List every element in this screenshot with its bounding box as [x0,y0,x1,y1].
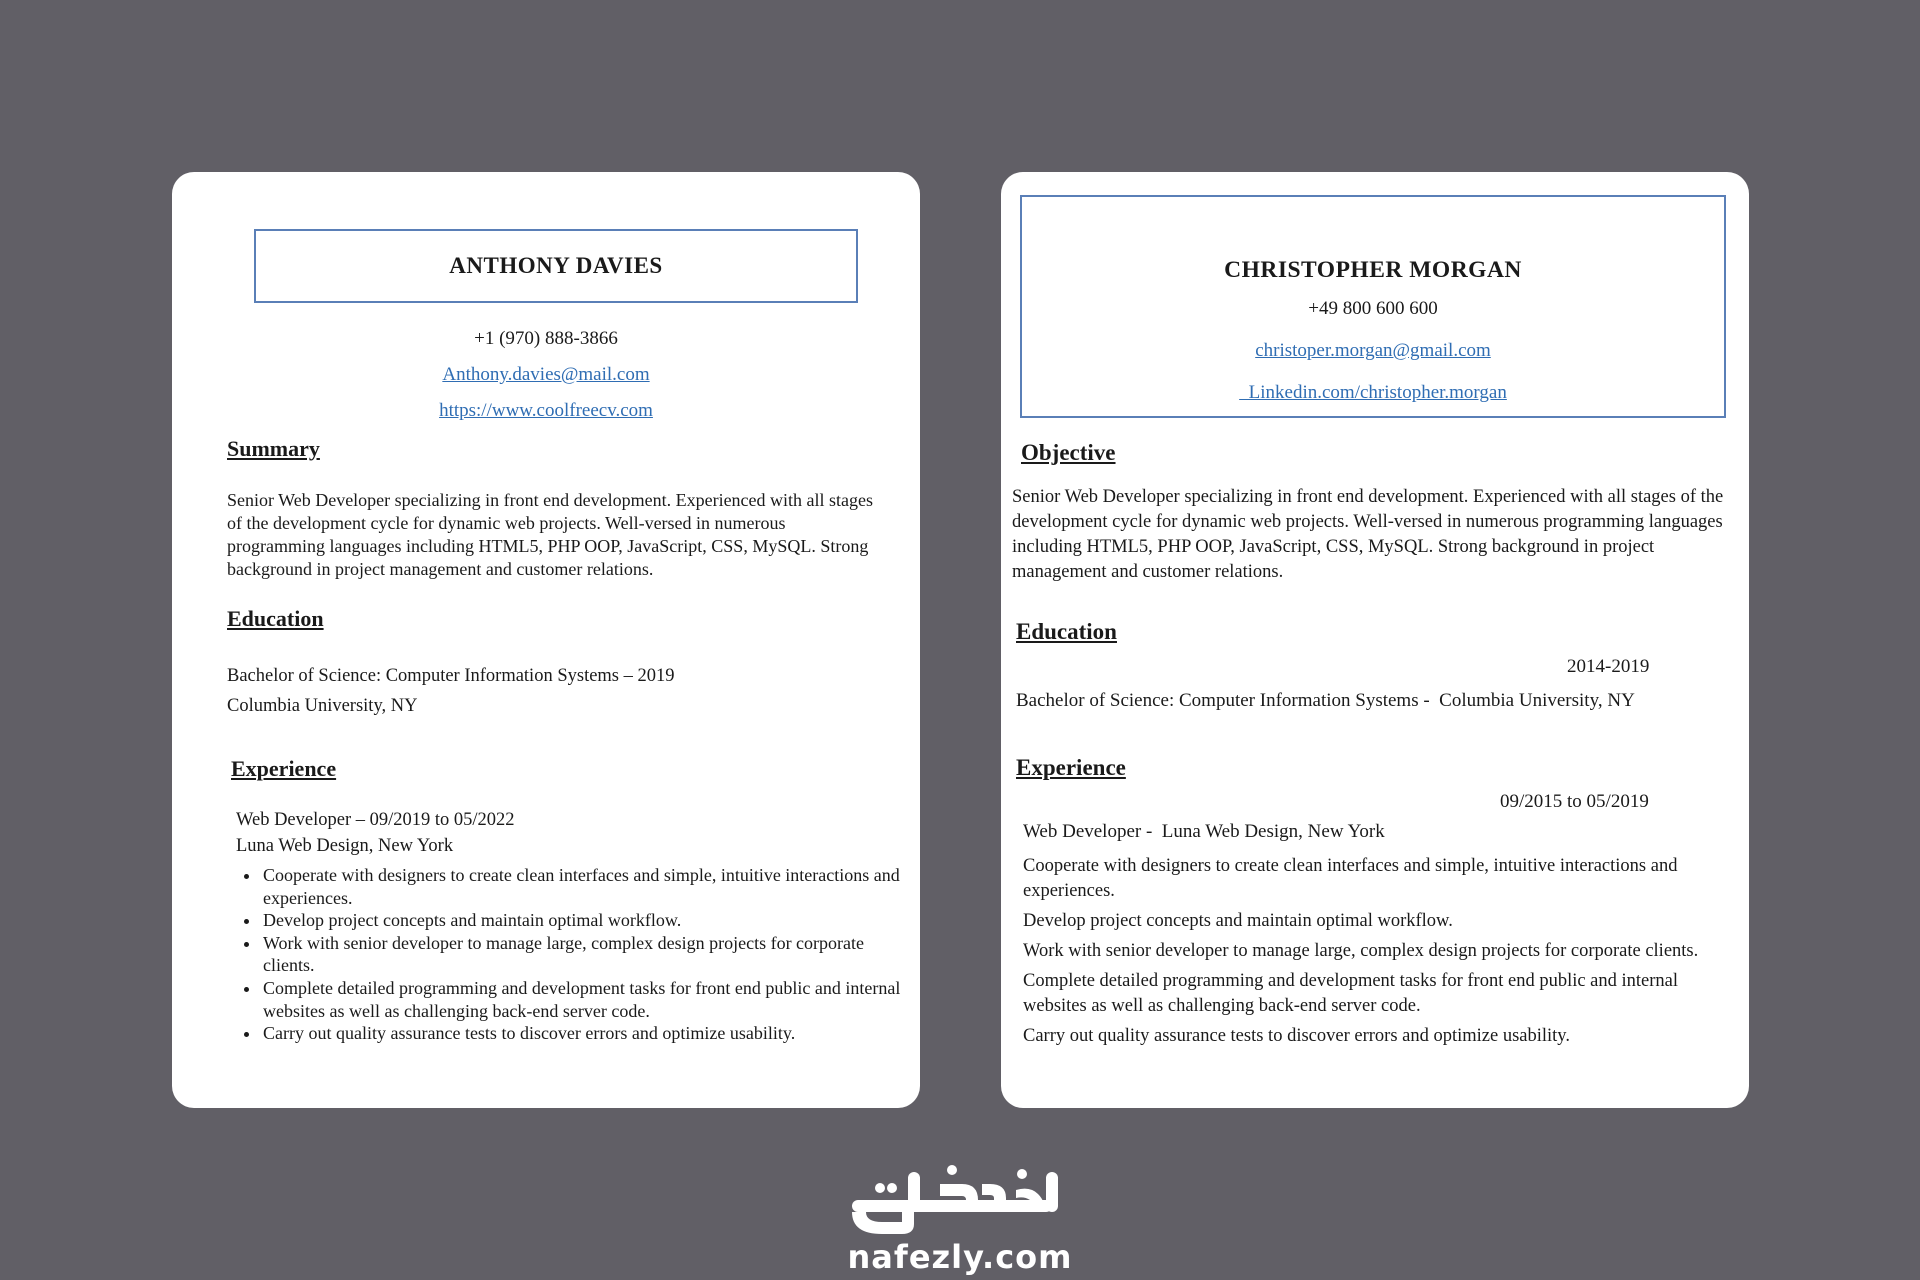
nafezly-logo [840,1160,1080,1275]
resume-card-christopher-morgan [1001,172,1749,1108]
phone-number: +49 800 600 600 [1308,298,1438,319]
list-item: Complete detailed programming and development tasks for front end public and internal websites as well as challenging back-end server code. [1023,971,1679,1016]
summary-heading: Summary [227,436,320,461]
brand-domain: nafezly.com [847,1238,1073,1276]
list-item: • Develop project concepts and maintain optimal workflow. [261,909,901,932]
phone-number: +1 (970) 888-3866 [474,328,618,349]
nafezly-arabic-logo-icon [840,1160,1080,1240]
experience-heading: Experience [1016,755,1126,780]
website-link[interactable]: https://www.coolfreecv.com [439,400,653,421]
degree: Bachelor of Science: Computer Information Systems – 2019 [227,666,675,686]
summary-text: Senior Web Developer specializing in front end development. Experienced with all stages of the development cycle for dynamic web projects. Well-versed in numerous programming languages including HTML5, PHP OOP, JavaScript, CSS, MySQL. Strong background in project management and customer relations. [227,490,874,579]
job-line: Web Developer - Luna Web Design, New York [1023,821,1385,842]
education-heading: Education [1016,619,1117,644]
name-header-box [1020,195,1726,418]
list-item: Carry out quality assurance tests to discover errors and optimize usability. [1023,1026,1570,1046]
list-item: Develop project concepts and maintain optimal workflow. [1023,911,1453,931]
list-item: • Complete detailed programming and development tasks for front end public and internal websites as well as challenging back-end server code. [261,977,901,1022]
education-line: Bachelor of Science: Computer Information Systems - Columbia University, NY [1016,690,1635,711]
education-heading: Education [227,606,324,631]
education-dates: 2014-2019 [1567,656,1650,677]
list-item: Work with senior developer to manage large, complex design projects for corporate clients. [1023,941,1699,961]
objective-text: Senior Web Developer specializing in front end development. Experienced with all stages of the development cycle for dynamic web projects. Well-versed in numerous programming languages including HTML5, PHP OOP, JavaScript, CSS, MySQL. Strong background in project management and customer relations. [1012,487,1724,582]
task-list [236,864,901,1045]
email-link[interactable]: christoper.morgan@gmail.com [1255,340,1491,361]
name-header-box [254,229,858,303]
school: Columbia University, NY [227,696,418,716]
task-list [1023,854,1733,1054]
objective-heading: Objective [1021,440,1116,465]
linkedin-link[interactable]: Linkedin.com/christopher.morgan [1239,382,1507,403]
resume-card-anthony-davies [172,172,920,1108]
list-item: • Cooperate with designers to create clean interfaces and simple, intuitive interactions and experiences. [261,864,901,909]
list-item: Cooperate with designers to create clean interfaces and simple, intuitive interactions and experiences. [1023,856,1678,901]
company: Luna Web Design, New York [236,836,454,856]
candidate-name: ANTHONY DAVIES [449,253,663,278]
experience-dates: 09/2015 to 05/2019 [1500,791,1649,812]
list-item: • Carry out quality assurance tests to discover errors and optimize usability. [261,1022,901,1045]
experience-heading: Experience [231,756,337,781]
email-link[interactable]: Anthony.davies@mail.com [442,364,650,385]
list-item: • Work with senior developer to manage large, complex design projects for corporate clients. [261,932,901,977]
candidate-name: CHRISTOPHER MORGAN [1224,257,1522,283]
job-title: Web Developer – 09/2019 to 05/2022 [236,810,515,830]
